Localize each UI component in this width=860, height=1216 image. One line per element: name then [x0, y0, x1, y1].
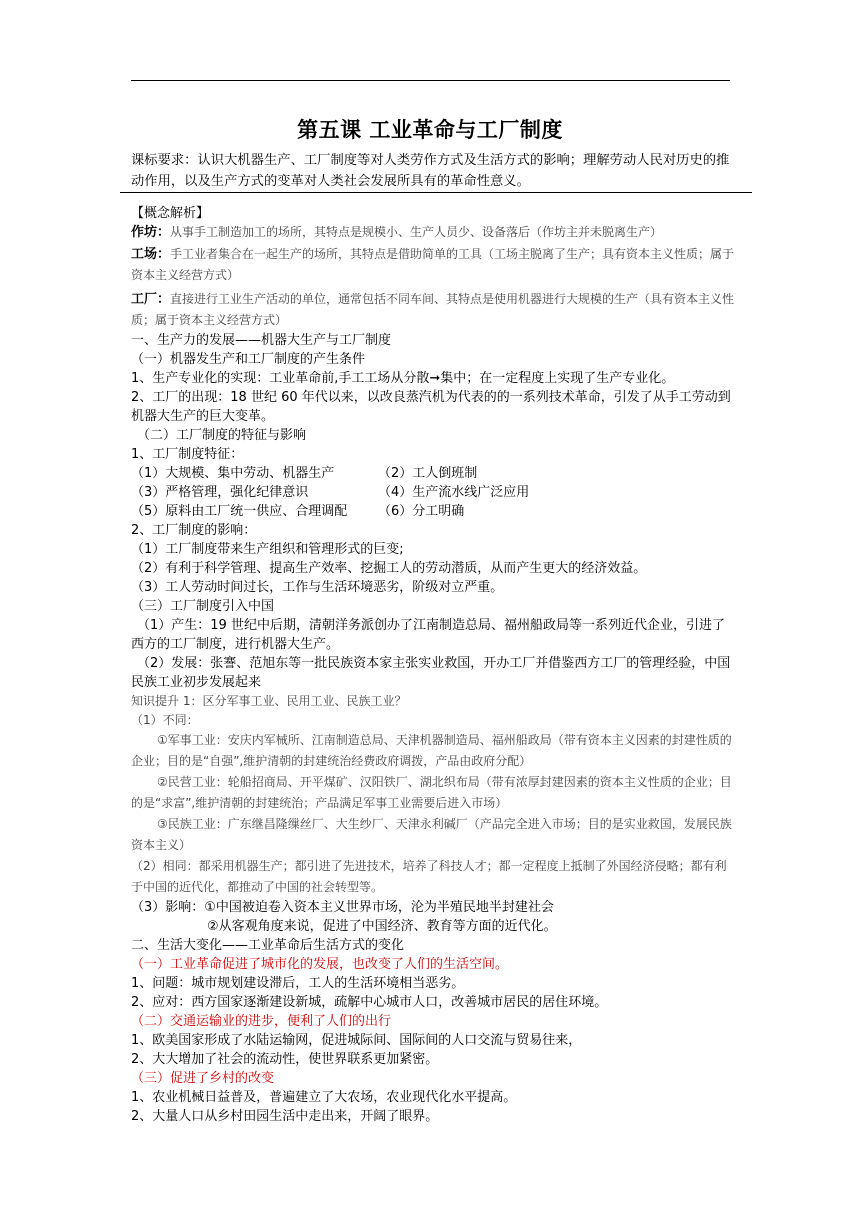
paragraph: 1、生产专业化的实现：工业革命前,手工工场从分散➞集中；在一定程度上实现了生产专业化。 — [131, 371, 675, 386]
header-rule — [131, 80, 730, 81]
feature-row — [131, 483, 737, 502]
curriculum-requirement: 课标要求：认识大机器生产、工厂制度等对人类劳作方式及生活方式的影响；理解劳动人民对历史的推动作用，以及生产方式的变革对人类社会发展所具有的革命性意义。 — [131, 153, 730, 189]
section2-heading: 二、生活大变化——工业革命后生活方式的变化 — [131, 938, 405, 953]
knowledge-item: （2）相同：都采用机器生产；都引进了先进技术，培养了科技人才；都一定程度上抵制了外国经济侵略；都有利于中国的近代化，都推动了中国的社会转型等。 — [131, 859, 727, 894]
concept-workshop — [131, 223, 737, 242]
paragraph: 2、工厂的出现：18 世纪 60 年代以来，以改良蒸汽机为代表的的一系列技术革命，引发了从手工劳动到机器大生产的巨大变革。 — [131, 390, 731, 424]
knowledge-item: ②民营工业：轮船招商局、开平煤矿、汉阳铁厂、湖北织布局（带有浓厚封建因素的资本主义性质的企业；目的是“求富”,维护清朝的封建统治；产品满足军事工业需要后进入市场） — [131, 775, 732, 810]
feature-row — [131, 502, 737, 521]
section1-sub3-heading: （三）工厂制度引入中国 — [131, 599, 275, 614]
section2-sub2-heading: （二）交通运输业的进步，便利了人们的出行 — [131, 1014, 392, 1029]
concept-term: 工场： — [131, 247, 171, 262]
knowledge-item: ③民族工业：广东继昌隆缫丝厂、大生纱厂、天津永利碱厂（产品完全进入市场；目的是实业救国，发展民族资本主义） — [131, 817, 732, 852]
section1-heading: 一、生产力的发展——机器大生产与工厂制度 — [131, 333, 392, 348]
paragraph: 1、欧美国家形成了水陆运输网，促进城际间、国际间的人口交流与贸易往来， — [131, 1033, 582, 1048]
document-body — [131, 204, 737, 1126]
influence-line: ②从客观角度来说，促进了中国经济、教育等方面的近代化。 — [207, 919, 557, 934]
impact-item: （1）工厂制度带来生产组织和管理形式的巨变; — [131, 542, 404, 557]
impact-heading: 2、工厂制度的影响： — [131, 523, 257, 538]
section2-sub1-heading: （一）工业革命促进了城市化的发展，也改变了人们的生活空间。 — [131, 957, 509, 972]
paragraph: 2、大量人口从乡村田园生活中走出来，开阔了眼界。 — [131, 1109, 439, 1124]
paragraph: 2、大大增加了社会的流动性，使世界联系更加紧密。 — [131, 1052, 439, 1067]
concept-text: 从事手工制造加工的场所，其特点是规模小、生产人员少、设备落后（作坊主并未脱离生产） — [170, 225, 663, 239]
paragraph: （2）发展：张謇、范旭东等一批民族资本家主张实业救国，开办工厂并借鉴西方工厂的管理经验，中国民族工业初步发展起来 — [131, 656, 731, 690]
features-heading: 1、工厂制度特征： — [131, 447, 244, 462]
knowledge-diff-heading: （1）不同： — [131, 713, 199, 727]
concept-factory — [131, 289, 737, 331]
knowledge-item: ①军事工业：安庆内军械所、江南制造总局、天津机器制造局、福州船政局（带有资本主义因素的封建性质的企业；目的是“自强”,维护清朝的封建统治经费政府调拨，产品由政府分配） — [131, 733, 732, 768]
concept-text: 手工业者集合在一起生产的场所，其特点是借助简单的工具（工场主脱离了生产；具有资本主义性质；属于资本主义经营方式） — [131, 247, 735, 282]
concept-term: 工厂： — [131, 292, 171, 307]
section-divider — [120, 192, 752, 193]
concept-manufactory — [131, 244, 737, 286]
section1-sub2-heading: （二）工厂制度的特征与影响 — [137, 428, 307, 443]
concepts-heading: 【概念解析】 — [131, 206, 210, 221]
knowledge-heading: 知识提升 1：区分军事工业、民用工业、民族工业？ — [131, 694, 407, 708]
influence-line: （3）影响：①中国被迫卷入资本主义世界市场，沦为半殖民地半封建社会 — [131, 900, 554, 915]
feature-item: （5）原料由工厂统一供应、合理调配 — [131, 504, 348, 519]
impact-item: （3）工人劳动时间过长，工作与生活环境恶劣，阶级对立严重。 — [131, 580, 504, 595]
feature-row — [131, 464, 737, 483]
concept-text: 直接进行工业生产活动的单位，通常包括不同车间、其特点是使用机器进行大规模的生产（具有资本主义性质；属于资本主义经营方式） — [131, 292, 735, 327]
feature-item: （6）分工明确 — [378, 504, 465, 519]
feature-item: （4）生产流水线广泛应用 — [378, 485, 530, 500]
impact-item: （2）有利于科学管理、提高生产效率、挖掘工人的劳动潜质，从而产生更大的经济效益。 — [131, 561, 647, 576]
concept-term: 作坊： — [131, 225, 171, 240]
section1-sub1-heading: （一）机器发生产和工厂制度的产生条件 — [131, 352, 366, 367]
paragraph: （1）产生：19 世纪中后期，清朝洋务派创办了江南制造总局、福州船政局等一系列近代企业，引进了西方的工厂制度，进行机器大生产。 — [131, 618, 725, 652]
feature-item: （3）严格管理，强化纪律意识 — [131, 485, 309, 500]
paragraph: 1、问题：城市规划建设滞后，工人的生活环境相当恶劣。 — [131, 976, 465, 991]
section2-sub3-heading: （三）促进了乡村的改变 — [131, 1071, 275, 1086]
feature-item: （1）大规模、集中劳动、机器生产 — [131, 466, 335, 481]
feature-item: （2）工人倒班制 — [378, 466, 478, 481]
paragraph: 2、应对：西方国家逐渐建设新城，疏解中心城市人口，改善城市居民的居住环境。 — [131, 995, 608, 1010]
page-title: 第五课 工业革命与工厂制度 — [297, 118, 563, 142]
paragraph: 1、农业机械日益普及，普遍建立了大农场，农业现代化水平提高。 — [131, 1090, 517, 1105]
